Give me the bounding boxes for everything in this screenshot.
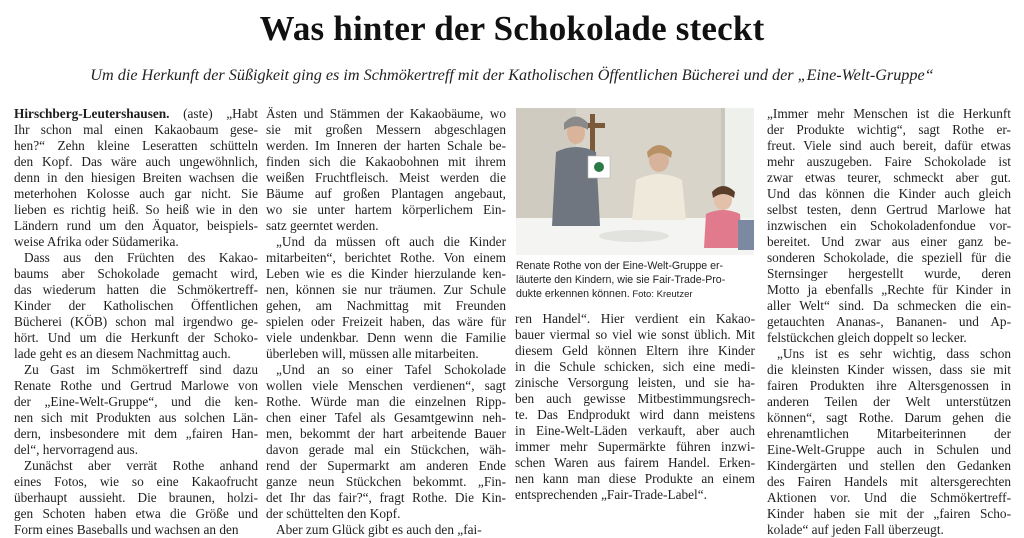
text-line: del“, hervorragend aus.: [14, 442, 139, 457]
text-line: Kinder haben sie mit der „fairen Scho-: [767, 506, 1011, 521]
text-line: Zunächst aber verrät Rothe anhand: [24, 458, 258, 473]
text-line: Aber zum Glück gibt es auch den „fai-: [276, 522, 482, 537]
text-line: dern, insbesondere mit dem „fairen Han-: [14, 426, 258, 441]
text-line: denn in den hiesigen Breiten wachsen die: [14, 170, 258, 185]
text-line: Aktionen vor. Und die Schmökertreff-: [767, 490, 1011, 505]
text-line: wollen viele Menschen verdienen“, sagt: [266, 378, 506, 393]
text-line: anderen Teilen der Welt unterstützen: [767, 394, 1011, 409]
text-line: finden sich die Kakaobohnen mit ihrem: [266, 154, 506, 169]
text-line: das wiederum hatten die Schmökertreff-: [14, 282, 258, 297]
text-line: Bücherei (KÖB) schon mal irgendwo ge-: [14, 314, 258, 329]
text-line: weise Afrika oder Südamerika.: [14, 234, 179, 249]
headline: Was hinter der Schokolade steckt: [259, 9, 765, 48]
text-line: hört. Und um die Herkunft der Schoko-: [14, 330, 258, 345]
text-line: Und das können die Kinder auch gleich: [767, 186, 1011, 201]
photo-credit: Foto: Kreutzer: [629, 288, 693, 300]
text-line: mehr auszugeben. Faire Schokolade ist: [767, 154, 1011, 169]
text-line: Sternsinger hergestellt wurde, deren: [767, 266, 1011, 281]
text-line: „Und an so einer Tafel Schokolade: [276, 362, 506, 377]
text-line: [14, 106, 258, 122]
text-line: können“, sagt Rothe. Darum gehen die: [767, 410, 1011, 425]
text-line: überhaupt aussieht. Die braunen, holzi-: [14, 490, 258, 505]
text-line: freut. Viele sind auch bereit, dafür etwas: [767, 138, 1011, 153]
text-line: nen, können sie nur träumen. Zur Schule: [266, 282, 506, 297]
text-line: rend der Supermarkt am anderen Ende: [266, 458, 506, 473]
text-line: Bäume auf großen Plantagen angebaut,: [266, 186, 506, 201]
text-line: spielen oder Freizeit haben, das wäre für: [266, 314, 506, 329]
text-line: Leben wie es die Kinder hierzulande ken-: [266, 266, 506, 281]
text-line: bauer viermal so viel wie sonst üblich. Mit: [515, 327, 755, 342]
caption-line: dukte erkennen können. Foto: Kreutzer: [516, 287, 693, 300]
text-line: selbst testen, denn Gertrud Marlowe hat: [767, 202, 1011, 217]
text-line: „Immer mehr Menschen ist die Herkunft: [767, 106, 1011, 121]
text-line: in die Schule schicken, sich eine medi-: [515, 359, 755, 374]
caption-line: läuterte den Kindern, wie sie Fair-Trade-Pro-: [516, 273, 726, 286]
article-column-1: [14, 106, 258, 538]
text-line: schen Waren aus fairem Handel. Erken-: [515, 455, 755, 470]
article-column-3: [515, 311, 755, 503]
text-line: weißen Fruchtfleisch. Meist werden die: [266, 170, 506, 185]
text-line: bereitet. Und zwar aus einer ganz be-: [767, 234, 1011, 249]
text-line: der Produkte wichtig“, sagt Rothe er-: [767, 122, 1011, 137]
text-line-rest: (aste) „Habt: [169, 106, 258, 121]
text-line: davon gerade mal ein Stückchen, wäh-: [266, 442, 506, 457]
text-line: die kleinsten Kinder wissen, dass sie mit: [767, 362, 1011, 377]
text-line: baums aber Schokolade gemacht wird,: [14, 266, 258, 281]
text-line: lieben es richtig heiß. So heiß wie in den: [14, 202, 258, 217]
text-line: ehrenamtlichen Mitarbeiterinnen der: [767, 426, 1011, 441]
article-column-2: [266, 106, 506, 538]
text-line: in Eine-Welt-Läden verkauft, aber auch: [515, 423, 755, 438]
text-line: eines Fotos, wie so eine Kakaofrucht: [14, 474, 258, 489]
text-line: Kindergärten und stellen den Gedanken: [767, 458, 1011, 473]
photo-image: [516, 108, 754, 255]
text-line: chen einer Tafel als Gesamtgewinn neh-: [266, 410, 506, 425]
text-line: Rothe. Würde man die einzelnen Ripp-: [266, 394, 506, 409]
text-line: fairen Produkten ihre Altersgenossen in: [767, 378, 1011, 393]
text-line: des Fairen Handels mit altersgerechten: [767, 474, 1011, 489]
text-line: nen kann man diese Produkte an einem: [515, 471, 755, 486]
text-line: Ihr schon mal einen Kakaobaum gese-: [14, 122, 258, 137]
text-line: den Kopf. Das wäre auch ungewöhnlich,: [14, 154, 258, 169]
subheadline: Um die Herkunft der Süßigkeit ging es im Schmökertreff mit der Katholischen Öffentlichen Bücherei und der „Eine-Welt-Gruppe“: [90, 66, 934, 84]
text-line: ren Handel“. Hier verdient ein Kakao-: [515, 311, 755, 326]
photo-caption: [516, 260, 756, 301]
text-line: überleben will, müssen alle mitarbeiten.: [266, 346, 479, 361]
text-line: ben auch gewisse Mitbestimmungsrech-: [515, 391, 755, 406]
text-line: gen Schoten haben etwa die Größe und: [14, 506, 258, 521]
text-line: diesem Geld können Eltern ihre Kinder: [515, 343, 755, 358]
text-line: mitarbeiten“, berichtet Rothe. Von einem: [266, 250, 506, 265]
text-line: der schüttelten den Kopf.: [266, 506, 401, 521]
text-line: meterhohen Kolosse auch gar nicht. Sie: [14, 186, 258, 201]
caption-line: Renate Rothe von der Eine-Welt-Gruppe er-: [516, 260, 724, 272]
text-line: hen?“ Zehn kleine Leseratten schütteln: [14, 138, 258, 153]
text-line: der „Eine-Welt-Gruppe“, und die ken-: [14, 394, 258, 409]
text-line: Dass aus den Früchten des Kakao-: [24, 250, 258, 265]
text-line: gehen, am Nachmittag mit Freunden: [266, 298, 506, 313]
text-line: felstückchen gleich doppelt so lecker.: [767, 330, 967, 345]
text-line: zinische Versorgung leisten, und sie ha-: [515, 375, 755, 390]
text-line: Renate Rothe und Gertrud Marlowe von: [14, 378, 258, 393]
text-line: „Und da müssen oft auch die Kinder: [276, 234, 506, 249]
text-line: sonderen Schokolade, die speziell für die: [767, 250, 1011, 265]
text-line: Ländern rund um den Äquator, beispiels-: [14, 218, 258, 233]
text-line: lade geht es an diesem Nachmittag auch.: [14, 346, 231, 361]
text-line: Ästen und Stämmen der Kakaobäume, wo: [266, 106, 506, 121]
article-photo: [516, 108, 754, 255]
text-line: getauchten Ananas-, Bananen- und Ap-: [767, 314, 1011, 329]
text-line: immer mehr Supermärkte führen inzwi-: [515, 439, 755, 454]
text-line: ganze neun Stückchen bekommt. „Fin-: [266, 474, 506, 489]
dateline: Hirschberg-Leutershausen.: [14, 106, 170, 121]
text-line: viele undenkbar. Denn wenn die Familie: [266, 330, 506, 345]
text-line: Kinder der Katholischen Öffentlichen: [14, 298, 258, 313]
text-line: Zu Gast im Schmökertreff sind dazu: [24, 362, 258, 377]
text-line: kolade“ auf jeden Fall überzeugt.: [767, 522, 944, 537]
text-line: werden. Im Inneren der harten Schale be-: [266, 138, 506, 153]
text-line: nen sich mit Produkten aus solchen Län-: [14, 410, 258, 425]
text-line: satz geerntet werden.: [266, 218, 379, 233]
text-line: Eine-Welt-Gruppe auch in Schulen und: [767, 442, 1011, 457]
text-line: sie mit großen Messern abgeschlagen: [266, 122, 506, 137]
text-line: aller Welt“ sind. Da schmecken die ein-: [767, 298, 1011, 313]
text-line: zwar etwas teurer, schmeckt aber gut.: [767, 170, 1011, 185]
text-line: Motto ja ebenfalls „Rechte für Kinder in: [767, 282, 1011, 297]
text-line: entsprechenden „Fair-Trade-Label“.: [515, 487, 707, 502]
text-line: det Ihr das fair?“, fragt Rothe. Die Kin-: [266, 490, 506, 505]
text-line: te. Das Endprodukt wird dann meistens: [515, 407, 755, 422]
text-line: wo sie unter hartem körperlichem Ein-: [266, 202, 506, 217]
text-line: men, bekommt der hart arbeitende Bauer: [266, 426, 506, 441]
text-line: Form eines Baseballs und wachsen an den: [14, 522, 239, 537]
text-line: inzwischen ein Schokoladenfondue vor-: [767, 218, 1011, 233]
text-line: „Uns ist es sehr wichtig, dass schon: [777, 346, 1011, 361]
article-column-4: [767, 106, 1011, 538]
